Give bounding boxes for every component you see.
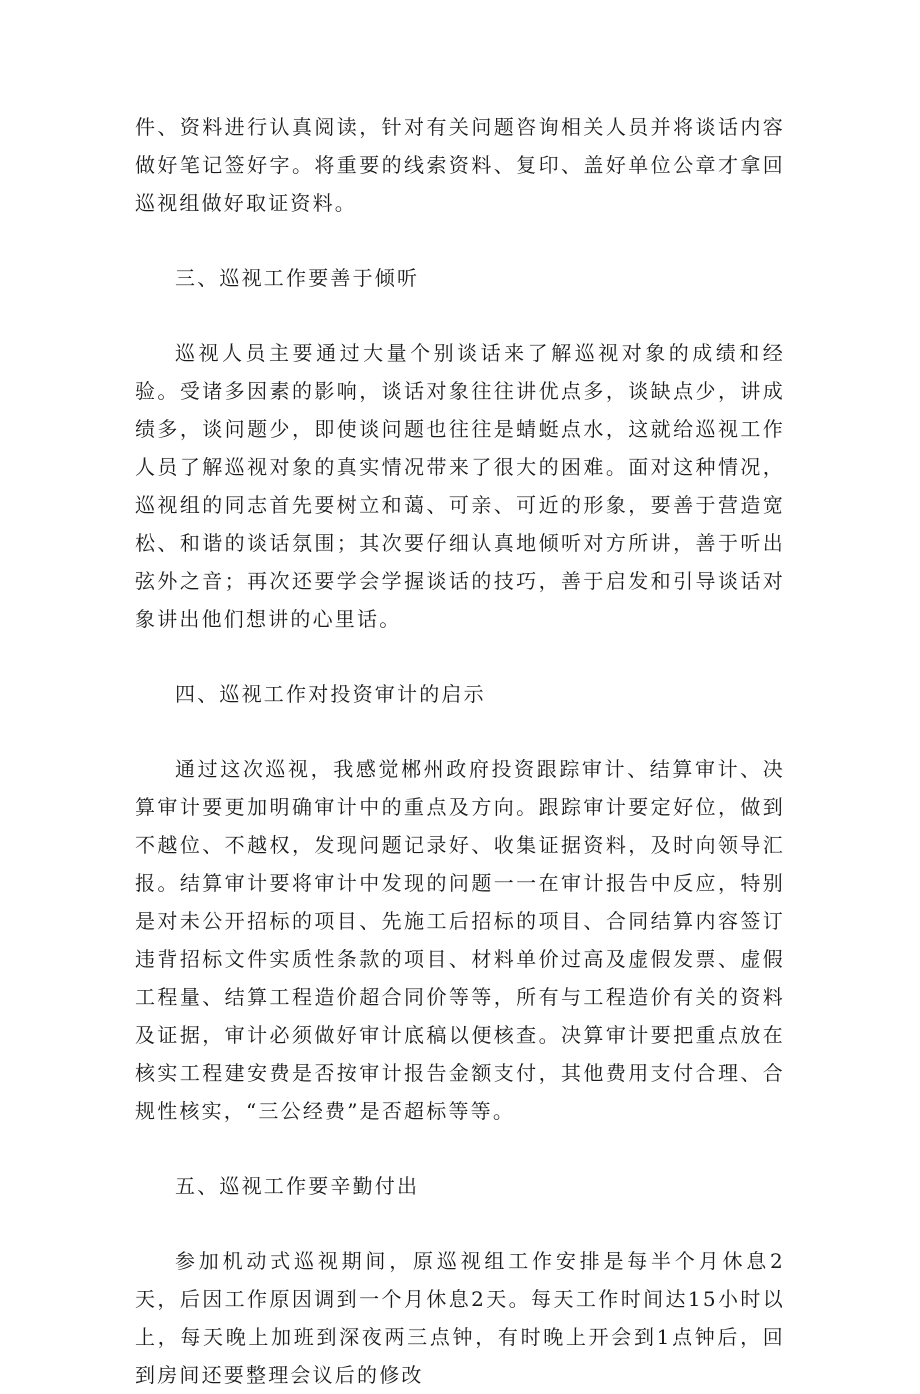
paragraph-section-5: 参加机动式巡视期间，原巡视组工作安排是每半个月休息2天，后因工作原因调到一个月休息2天。每天工作时间达15小时以上，每天晚上加班到深夜两三点钟，有时晚上开会到1点钟后，回到房间还要整理会议后的修改 [135,1249,785,1387]
paragraph-section-3: 巡视人员主要通过大量个别谈话来了解巡视对象的成绩和经验。受诸多因素的影响，谈话对象往往讲优点多，谈缺点少，讲成绩多，谈问题少，即使谈问题也往往是蜻蜓点水，这就给巡视工作人员了解巡视对象的真实情况带来了很大的困难。面对这种情况，巡视组的同志首先要树立和蔼、可亲、可近的形象，要善于营造宽松、和谐的谈话氛围；其次要仔细认真地倾听对方所讲，善于听出弦外之音；再次还要学会学握谈话的技巧，善于启发和引导谈话对象讲出他们想讲的心里话。 [135,341,785,631]
section-heading-3: 三、巡视工作要善于倾听 [175,266,420,290]
document-body [135,108,785,1394]
section-heading-5: 五、巡视工作要辛勤付出 [175,1174,420,1198]
paragraph-gap [135,713,785,750]
paragraph-gap [135,297,785,334]
paragraph-gap [135,222,785,259]
paragraph-section-4: 通过这次巡视，我感觉郴州政府投资跟踪审计、结算审计、决算审计要更加明确审计中的重点及方向。跟踪审计要定好位，做到不越位、不越权，发现问题记录好、收集证据资料，及时向领导汇报。结算审计要将审计中发现的问题一一在审计报告中反应，特别是对未公开招标的项目、先施工后招标的项目、合同结算内容签订违背招标文件实质性条款的项目、材料单价过高及虚假发票、虚假工程量、结算工程造价超合同价等等，所有与工程造价有关的资料及证据，审计必须做好审计底稿以便核查。决算审计要把重点放在核实工程建安费是否按审计报告金额支付，其他费用支付合理、合规性核实，“三公经费”是否超标等等。 [135,757,785,1123]
paragraph-gap [135,1205,785,1242]
paragraph-gap [135,638,785,675]
section-heading-4: 四、巡视工作对投资审计的启示 [175,682,486,706]
paragraph-continued: 件、资料进行认真阅读，针对有关问题咨询相关人员并将谈话内容做好笔记签好字。将重要的线索资料、复印、盖好单位公章才拿回巡视组做好取证资料。 [135,115,785,215]
paragraph-gap [135,1130,785,1167]
